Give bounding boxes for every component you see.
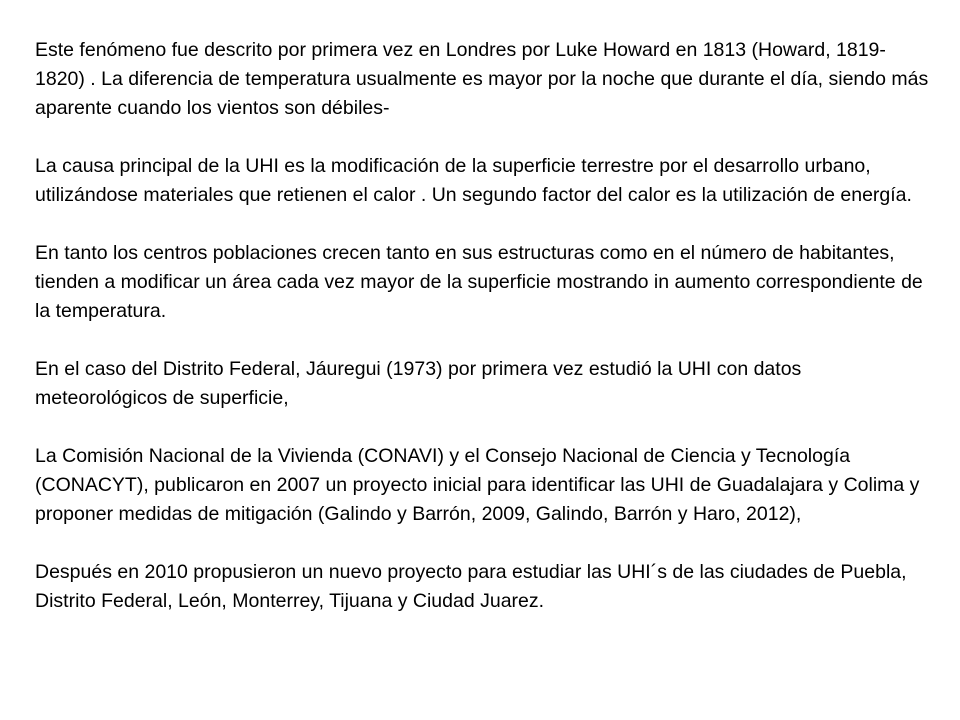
paragraph-2010-project: Después en 2010 propusieron un nuevo proyecto para estudiar las UHI´s de las ciudades de Puebla, Distrito Federal, León, Monterrey, Tijuana y Ciudad Juarez. xyxy=(35,561,907,612)
paragraph-conavi-conacyt: La Comisión Nacional de la Vivienda (CONAVI) y el Consejo Nacional de Ciencia y Tecnología (CONACYT), publicaron en 2007 un proyecto inicial para identificar las UHI de Guadalajara y Colima y proponer medidas de mitigación (Galindo y Barrón, 2009, Galindo, Barrón y Haro, 2012), xyxy=(35,445,920,525)
body-text xyxy=(35,36,935,616)
paragraph-distrito-federal: En el caso del Distrito Federal, Jáuregui (1973) por primera vez estudió la UHI con datos meteorológicos de superficie, xyxy=(35,358,802,409)
paragraph-main-cause: La causa principal de la UHI es la modificación de la superficie terrestre por el desarrollo urbano, utilizándose materiales que retienen el calor . Un segundo factor del calor es la utilización de energía. xyxy=(35,155,912,206)
paragraph-population-growth: En tanto los centros poblaciones crecen tanto en sus estructuras como en el número de habitantes, tienden a modificar un área cada vez mayor de la superficie mostrando in aumento correspondiente de la temperatura. xyxy=(35,242,923,322)
paragraph-howard-history: Este fenómeno fue descrito por primera vez en Londres por Luke Howard en 1813 (Howard, 1819-1820) . La diferencia de temperatura usualmente es mayor por la noche que durante el día, siendo más aparente cuando los vientos son débiles- xyxy=(35,39,929,119)
